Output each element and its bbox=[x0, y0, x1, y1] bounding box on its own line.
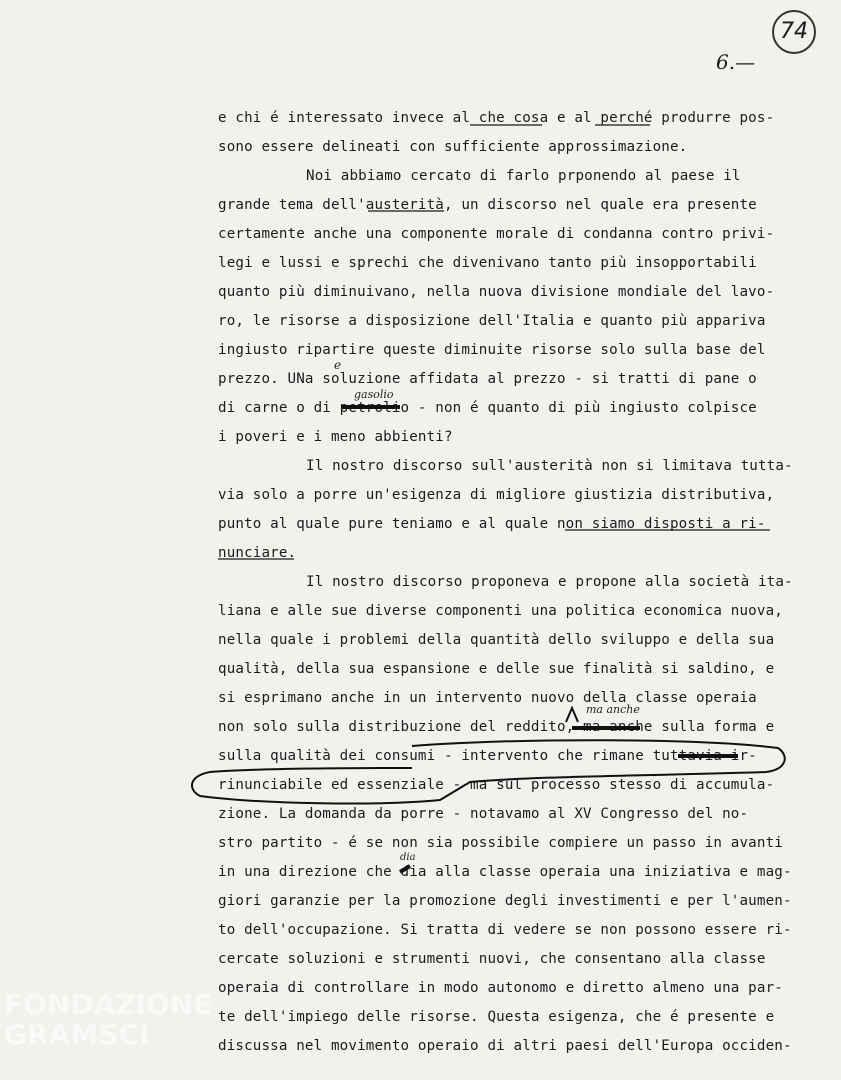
text-line: legi e lussi e sprechi che divenivano tanto più insopportabili bbox=[218, 255, 757, 271]
text-line: cercate soluzioni e strumenti nuovi, che consentano alla classe bbox=[218, 951, 766, 967]
page-number: 74 bbox=[772, 10, 816, 54]
text-line: nunciare. bbox=[218, 545, 297, 561]
text-line: rinunciabile ed essenziale - ma sul processo stesso di accumula- bbox=[218, 777, 775, 793]
text-line: in una direzione che dia alla classe operaia una iniziativa e mag- bbox=[218, 864, 792, 880]
archive-watermark: FONDAZIONE GRAMSCI bbox=[4, 988, 213, 1051]
text-line: discussa nel movimento operaio di altri paesi dell'Europa occiden- bbox=[218, 1038, 792, 1054]
text-line: ingiusto ripartire queste diminuite risorse solo sulla base del bbox=[218, 342, 766, 358]
text-line: sulla qualità dei consumi - intervento che rimane tuttavia ir- bbox=[218, 748, 757, 764]
text-line: sono essere delineati con sufficiente approssimazione. bbox=[218, 139, 688, 155]
text-line: e chi é interessato invece al che cosa e al perché produrre pos- bbox=[218, 110, 775, 126]
handwritten-annotation: gasolio bbox=[354, 388, 394, 401]
handwritten-annotation: e bbox=[334, 358, 342, 372]
text-line: i poveri e i meno abbienti? bbox=[218, 429, 453, 445]
text-line: qualità, della sua espansione e delle sue finalità si saldino, e bbox=[218, 661, 775, 677]
handwritten-annotation: ma anche bbox=[586, 703, 640, 716]
text-line: Noi abbiamo cercato di farlo prponendo al paese il bbox=[306, 168, 741, 184]
text-line: via solo a porre un'esigenza di migliore giustizia distributiva, bbox=[218, 487, 775, 503]
text-line: giori garanzie per la promozione degli investimenti e per l'aumen- bbox=[218, 893, 792, 909]
text-line: ro, le risorse a disposizione dell'Italia e quanto più appariva bbox=[218, 313, 766, 329]
text-line: quanto più diminuivano, nella nuova divisione mondiale del lavo- bbox=[218, 284, 775, 300]
text-line: grande tema dell'austerità, un discorso nel quale era presente bbox=[218, 197, 757, 213]
text-line: Il nostro discorso proponeva e propone alla società ita- bbox=[306, 574, 793, 590]
text-line: te dell'impiego delle risorse. Questa esigenza, che é presente e bbox=[218, 1009, 775, 1025]
text-line: di carne o di petrolio - non é quanto di più ingiusto colpisce bbox=[218, 400, 757, 416]
handwritten-annotation: dia bbox=[400, 852, 416, 863]
text-line: certamente anche una componente morale di condanna contro privi- bbox=[218, 226, 775, 242]
text-line: liana e alle sue diverse componenti una politica economica nuova, bbox=[218, 603, 783, 619]
text-line: nella quale i problemi della quantità dello sviluppo e della sua bbox=[218, 632, 775, 648]
text-line: Il nostro discorso sull'austerità non si limitava tutta- bbox=[306, 458, 793, 474]
text-line: si esprimano anche in un intervento nuovo della classe operaia bbox=[218, 690, 757, 706]
text-line: non solo sulla distribuzione del reddito, ma anche sulla forma e bbox=[218, 719, 775, 735]
text-line: stro partito - é se non sia possibile compiere un passo in avanti bbox=[218, 835, 783, 851]
text-line: punto al quale pure teniamo e al quale non siamo disposti a ri- bbox=[218, 516, 766, 532]
text-line: zione. La domanda da porre - notavamo al XV Congresso del no- bbox=[218, 806, 749, 822]
typed-text bbox=[218, 104, 793, 1061]
text-line: operaia di controllare in modo autonomo e diretto almeno una par- bbox=[218, 980, 783, 996]
text-line: prezzo. UNa soluzione affidata al prezzo - si tratti di pane o bbox=[218, 371, 757, 387]
section-mark: 6.— bbox=[716, 50, 756, 74]
text-line: to dell'occupazione. Si tratta di vedere se non possono essere ri- bbox=[218, 922, 792, 938]
